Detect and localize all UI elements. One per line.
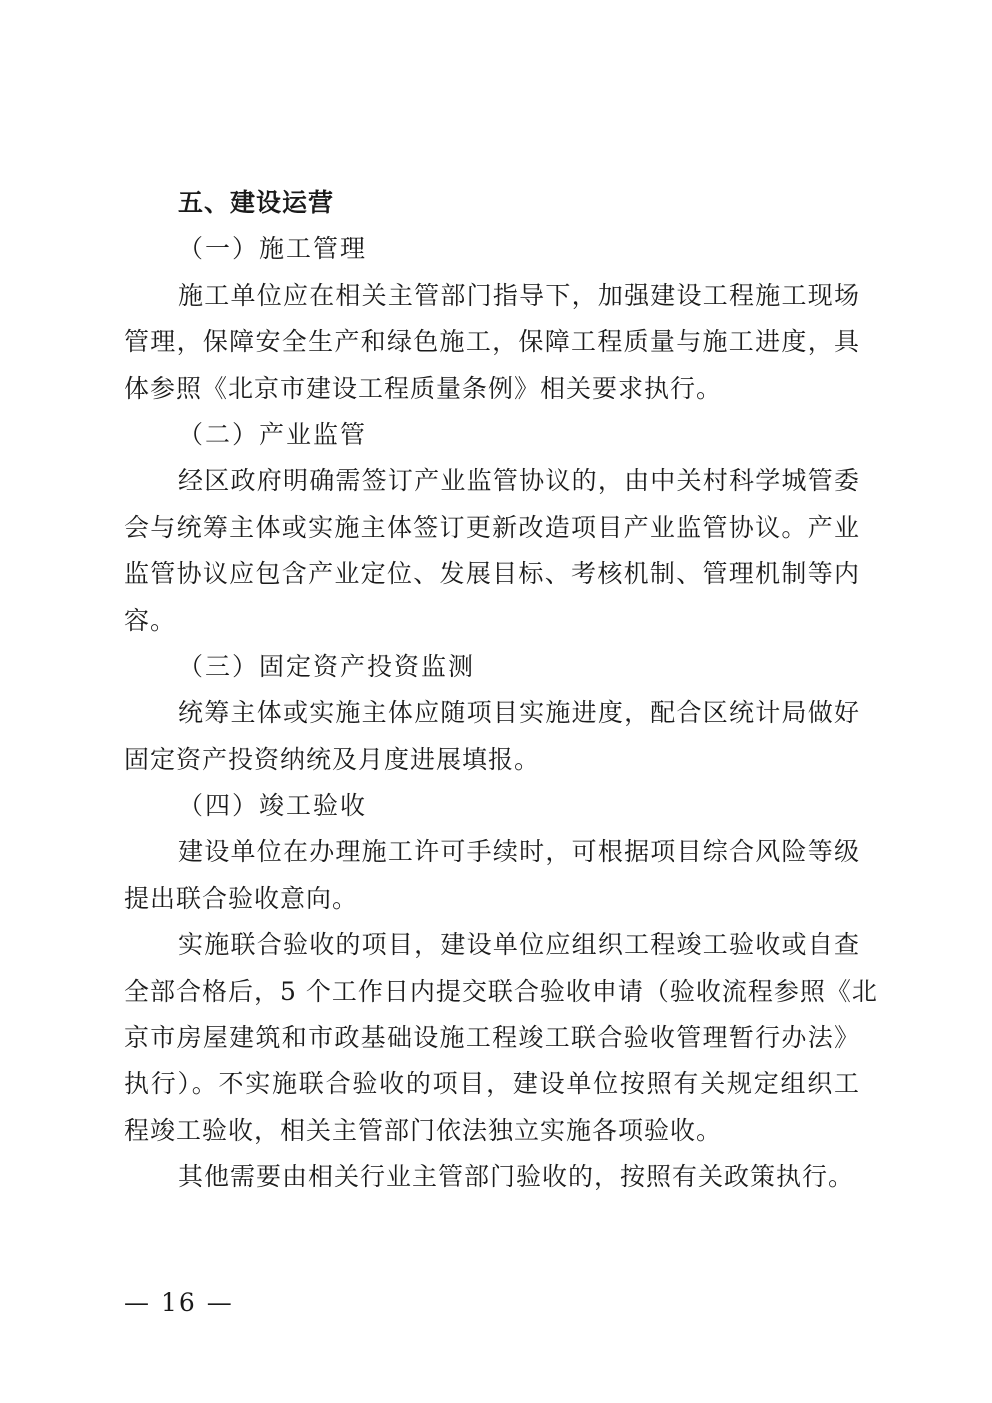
subsection-heading: （三）固定资产投资监测 bbox=[178, 651, 476, 681]
paragraph-line: 固定资产投资纳统及月度进展填报。 bbox=[124, 744, 541, 774]
paragraph bbox=[124, 829, 860, 922]
paragraph-line: 统筹主体或实施主体应随项目实施进度，配合区统计局做好 bbox=[178, 698, 860, 728]
paragraph-line: 管理，保障安全生产和绿色施工，保障工程质量与施工进度，具 bbox=[124, 327, 860, 357]
paragraph bbox=[124, 273, 860, 412]
paragraph-line: 程竣工验收，相关主管部门依法独立实施各项验收。 bbox=[124, 1115, 723, 1145]
paragraph-line: 京市房屋建筑和市政基础设施工程竣工联合验收管理暂行办法》 bbox=[124, 1023, 860, 1053]
paragraph-line: 全部合格后，5 个工作日内提交联合验收申请（验收流程参照《北 bbox=[124, 976, 878, 1006]
paragraph bbox=[124, 458, 860, 644]
paragraph-line: 体参照《北京市建设工程质量条例》相关要求执行。 bbox=[124, 373, 723, 403]
paragraph-line: 会与统筹主体或实施主体签订更新改造项目产业监管协议。产业 bbox=[124, 512, 860, 542]
document-body bbox=[124, 180, 878, 1201]
paragraph bbox=[124, 922, 878, 1154]
paragraph-line: 其他需要由相关行业主管部门验收的，按照有关政策执行。 bbox=[178, 1162, 855, 1192]
paragraph-line: 容。 bbox=[124, 605, 177, 635]
page-number: — 16 — bbox=[124, 1288, 234, 1317]
subsection-heading: （四）竣工验收 bbox=[178, 791, 368, 821]
paragraph-line: 执行）。不实施联合验收的项目，建设单位按照有关规定组织工 bbox=[124, 1069, 860, 1099]
subsection-heading: （二）产业监管 bbox=[178, 419, 368, 449]
paragraph-line: 提出联合验收意向。 bbox=[124, 883, 359, 913]
paragraph-line: 经区政府明确需签订产业监管协议的，由中关村科学城管委 bbox=[178, 466, 860, 496]
section-title: 五、建设运营 bbox=[178, 188, 335, 217]
paragraph-line: 监管协议应包含产业定位、发展目标、考核机制、管理机制等内 bbox=[124, 559, 860, 589]
paragraph bbox=[124, 690, 860, 783]
paragraph-line: 实施联合验收的项目，建设单位应组织工程竣工验收或自查 bbox=[178, 930, 860, 960]
subsection-heading: （一）施工管理 bbox=[178, 234, 368, 264]
paragraph-line: 建设单位在办理施工许可手续时，可根据项目综合风险等级 bbox=[178, 837, 860, 867]
paragraph bbox=[124, 1154, 860, 1200]
paragraph-line: 施工单位应在相关主管部门指导下，加强建设工程施工现场 bbox=[178, 280, 860, 310]
